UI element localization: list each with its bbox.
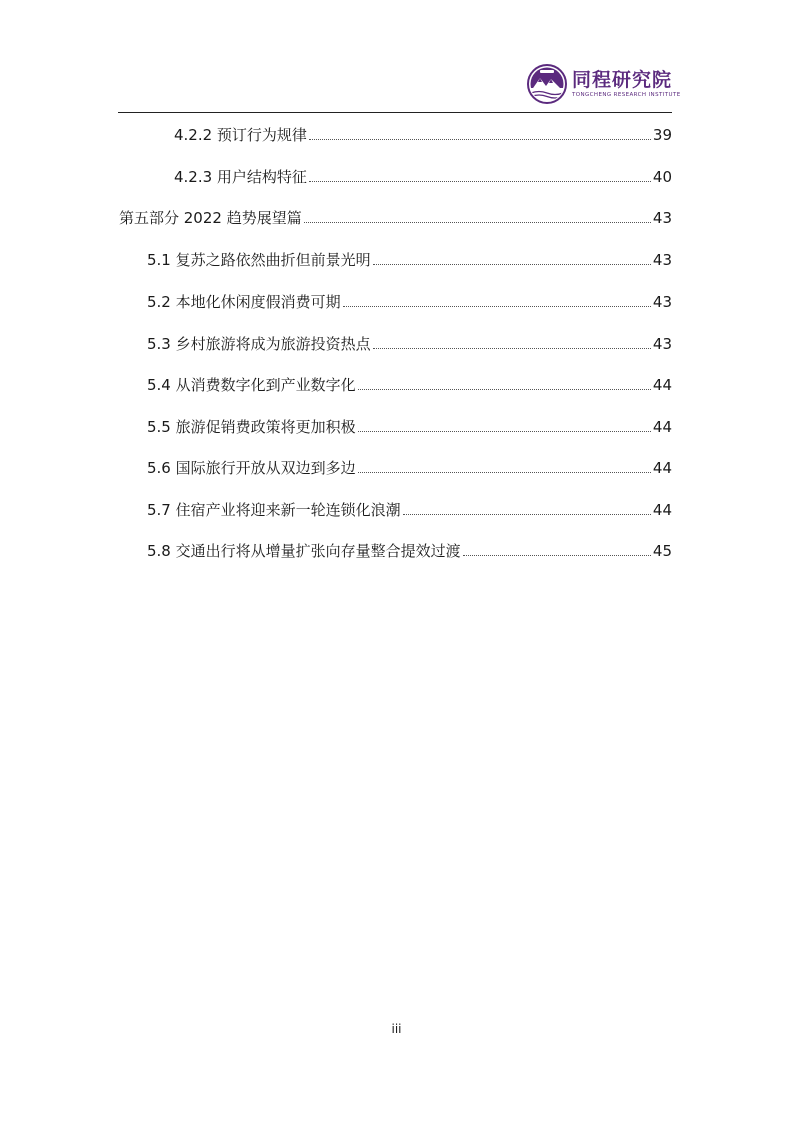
toc-entry-page: 44: [652, 501, 672, 519]
page-header: [0, 0, 793, 114]
toc-leader-dots: [309, 138, 651, 140]
toc-entry-title: 5.2 本地化休闲度假消费可期: [147, 293, 341, 311]
toc-leader-dots: [403, 513, 651, 515]
toc-entry-title: 5.7 住宿产业将迎来新一轮连锁化浪潮: [147, 501, 401, 519]
toc-leader-dots: [343, 305, 651, 307]
toc-entry-page: 43: [652, 251, 672, 269]
toc-entry[interactable]: [174, 165, 672, 189]
toc-entry[interactable]: [147, 539, 672, 563]
toc-leader-dots: [463, 554, 651, 556]
page-number: iii: [391, 1022, 402, 1036]
toc-entry[interactable]: [147, 415, 672, 439]
toc-entry-page: 44: [652, 459, 672, 477]
logo-emblem-icon: [527, 64, 567, 104]
header-divider: [118, 112, 672, 113]
toc-entry[interactable]: [147, 456, 672, 480]
toc-entry-title: 4.2.3 用户结构特征: [174, 168, 307, 186]
toc-entry-title: 5.8 交通出行将从增量扩张向存量整合提效过渡: [147, 542, 461, 560]
toc-entry-page: 40: [652, 168, 672, 186]
toc-entry-title: 5.6 国际旅行开放从双边到多边: [147, 459, 356, 477]
toc-entry-title: 5.1 复苏之路依然曲折但前景光明: [147, 251, 371, 269]
toc-leader-dots: [304, 221, 651, 223]
logo-english-name: TONGCHENG RESEARCH INSTITUTE: [572, 91, 681, 98]
toc-entry-page: 44: [652, 376, 672, 394]
toc-entry-page: 43: [652, 209, 672, 227]
toc-entry-page: 43: [652, 293, 672, 311]
logo-chinese-name: 同程研究院: [572, 68, 673, 91]
toc-entry-page: 39: [652, 126, 672, 144]
toc-leader-dots: [358, 430, 651, 432]
toc-entry-page: 44: [652, 418, 672, 436]
toc-leader-dots: [373, 347, 651, 349]
toc-leader-dots: [358, 471, 651, 473]
toc-entry-title: 5.5 旅游促销费政策将更加积极: [147, 418, 356, 436]
toc-entry-page: 43: [652, 335, 672, 353]
toc-leader-dots: [373, 263, 651, 265]
toc-entry-page: 45: [652, 542, 672, 560]
toc-entry[interactable]: [147, 373, 672, 397]
logo: [527, 64, 681, 104]
toc-entry-title: 5.4 从消费数字化到产业数字化: [147, 376, 356, 394]
toc-leader-dots: [309, 180, 651, 182]
logo-text: [572, 70, 681, 99]
toc-entry[interactable]: [147, 290, 672, 314]
toc-entry[interactable]: [147, 332, 672, 356]
toc-entry[interactable]: [147, 248, 672, 272]
toc-entry-part[interactable]: [119, 206, 672, 230]
toc-leader-dots: [358, 388, 651, 390]
toc-entry[interactable]: [174, 123, 672, 147]
toc-entry-title: 5.3 乡村旅游将成为旅游投资热点: [147, 335, 371, 353]
toc-entry[interactable]: [147, 498, 672, 522]
toc-entry-title: 4.2.2 预订行为规律: [174, 126, 307, 144]
toc-entry-title: 第五部分 2022 趋势展望篇: [119, 209, 302, 227]
